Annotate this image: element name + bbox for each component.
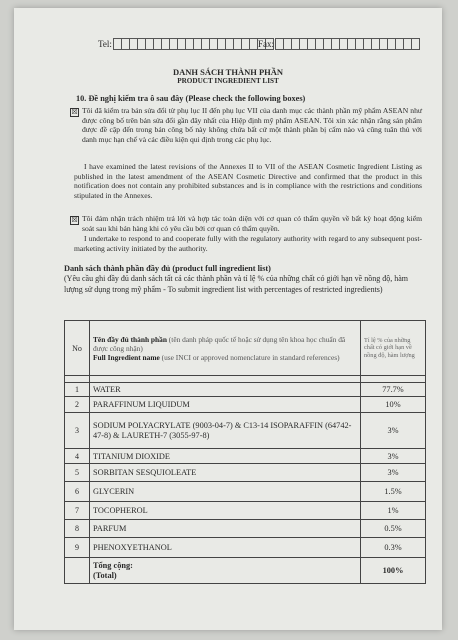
row-ingredient: TITANIUM DIOXIDE — [90, 449, 361, 464]
row-no: 1 — [65, 383, 90, 397]
row-ingredient: SORBITAN SESQUIOLEATE — [90, 464, 361, 482]
row-ingredient: GLYCERIN — [90, 482, 361, 502]
page-title: DANH SÁCH THÀNH PHẦN — [172, 67, 284, 77]
table-spacer-row — [65, 376, 426, 383]
row-ingredient: PHENOXYETHANOL — [90, 538, 361, 558]
header-ingredient-name: Tên đầy đủ thành phần (tên danh pháp quốc tế hoặc sử dụng tên khoa học chuẩn đã được công nhận) Full Ingredient name (use INCI or approved nomenclature in standard references) — [90, 321, 361, 376]
row-no: 8 — [65, 520, 90, 538]
full-list-subheading: (Yêu cầu ghi đầy đủ danh sách tất cả các thành phần và tỉ lệ % của những chất có giới hạn về nồng độ, hàm lượng sử dụng trong mỹ phẩm - To submit ingredient list with percentages of restricted ingredients) — [64, 274, 409, 294]
row-ingredient: PARAFFINUM LIQUIDUM — [90, 397, 361, 413]
table-row — [65, 397, 426, 413]
table-row — [65, 482, 426, 502]
table-row — [65, 502, 426, 520]
row-percentage: 3% — [361, 413, 426, 449]
ingredient-table — [64, 320, 426, 584]
row-no: 6 — [65, 482, 90, 502]
table-row — [65, 383, 426, 397]
table-row — [65, 538, 426, 558]
row-no: 9 — [65, 538, 90, 558]
row-percentage: 77.7% — [361, 383, 426, 397]
table-row — [65, 413, 426, 449]
tel-label: Tel: — [98, 39, 112, 49]
document-page — [14, 8, 442, 630]
fax-field — [258, 38, 420, 50]
table-header-row — [65, 321, 426, 376]
header-no: No — [65, 321, 90, 376]
declaration-2-vi: Tôi đảm nhận trách nhiệm trả lời và hợp tác toàn diện với cơ quan có thẩm quyền về bất kỳ hoạt động kiểm soát sau khi bán hàng khi có yêu cầu bởi cơ quan có thẩm quyền. — [82, 214, 422, 233]
row-percentage: 3% — [361, 449, 426, 464]
row-no: 4 — [65, 449, 90, 464]
total-percentage: 100% — [361, 558, 426, 584]
fax-label: Fax: — [258, 39, 275, 49]
row-percentage: 10% — [361, 397, 426, 413]
page-subtitle: PRODUCT INGREDIENT LIST — [177, 77, 279, 85]
header-percentage: Tỉ lệ % của những chất có giới hạn về nồng độ, hàm lượng — [361, 321, 426, 376]
fax-boxes — [276, 38, 420, 50]
declaration-1-vi: Tôi đã kiểm tra bản sửa đổi từ phụ lục II đến phụ lục VII của danh mục các thành phần mỹ phẩm ASEAN như được công bố trên bản sửa đổi gần đây nhất của Hiệp định mỹ phẩm ASEAN. Tôi xin xác nhận rằng sản phẩm được đề cập đến trong bản công bố này không chứa bất cứ một thành phần bị cấm nào và cũng tuân thủ với danh mục hạn chế và các điều kiện qui định trong các phụ lục. — [82, 106, 422, 144]
row-ingredient: TOCOPHEROL — [90, 502, 361, 520]
row-ingredient: WATER — [90, 383, 361, 397]
row-percentage: 1% — [361, 502, 426, 520]
row-no: 5 — [65, 464, 90, 482]
checkbox-2[interactable]: ☒ — [71, 216, 78, 224]
table-row — [65, 520, 426, 538]
row-percentage: 0.5% — [361, 520, 426, 538]
row-no: 7 — [65, 502, 90, 520]
row-no: 3 — [65, 413, 90, 449]
checkbox-1[interactable]: ☒ — [71, 108, 78, 116]
table-row — [65, 449, 426, 464]
declaration-2-en: I undertake to respond to and cooperate fully with the regulatory authority with regard to any subsequent post-marketing activity initiated by the authority. — [74, 234, 422, 253]
declaration-1-en: I have examined the latest revisions of the Annexes II to VII of the ASEAN Cosmetic Ingredient Listing as published in the latest amendment of the ASEAN Cosmetic Directive and confirmed that the product in this notification does not contain any prohibited substances and is in compliance with the restrictions and conditions stipulated in the Annexes. — [74, 162, 422, 200]
row-no: 2 — [65, 397, 90, 413]
tel-boxes — [114, 38, 274, 50]
row-percentage: 0.3% — [361, 538, 426, 558]
full-list-heading: Danh sách thành phần đầy đủ (product full ingredient list) — [64, 264, 271, 273]
row-percentage: 3% — [361, 464, 426, 482]
tel-field — [98, 38, 274, 50]
row-percentage: 1.5% — [361, 482, 426, 502]
section-10-heading: 10. Đề nghị kiểm tra ô sau đây (Please check the following boxes) — [76, 94, 306, 103]
row-ingredient: SODIUM POLYACRYLATE (9003-04-7) & C13-14 ISOPARAFFIN (64742-47-8) & LAURETH-7 (3055-97-8) — [90, 413, 361, 449]
table-total-row — [65, 558, 426, 584]
total-label: Tổng cộng: (Total) — [90, 558, 361, 584]
row-ingredient: PARFUM — [90, 520, 361, 538]
table-row — [65, 464, 426, 482]
